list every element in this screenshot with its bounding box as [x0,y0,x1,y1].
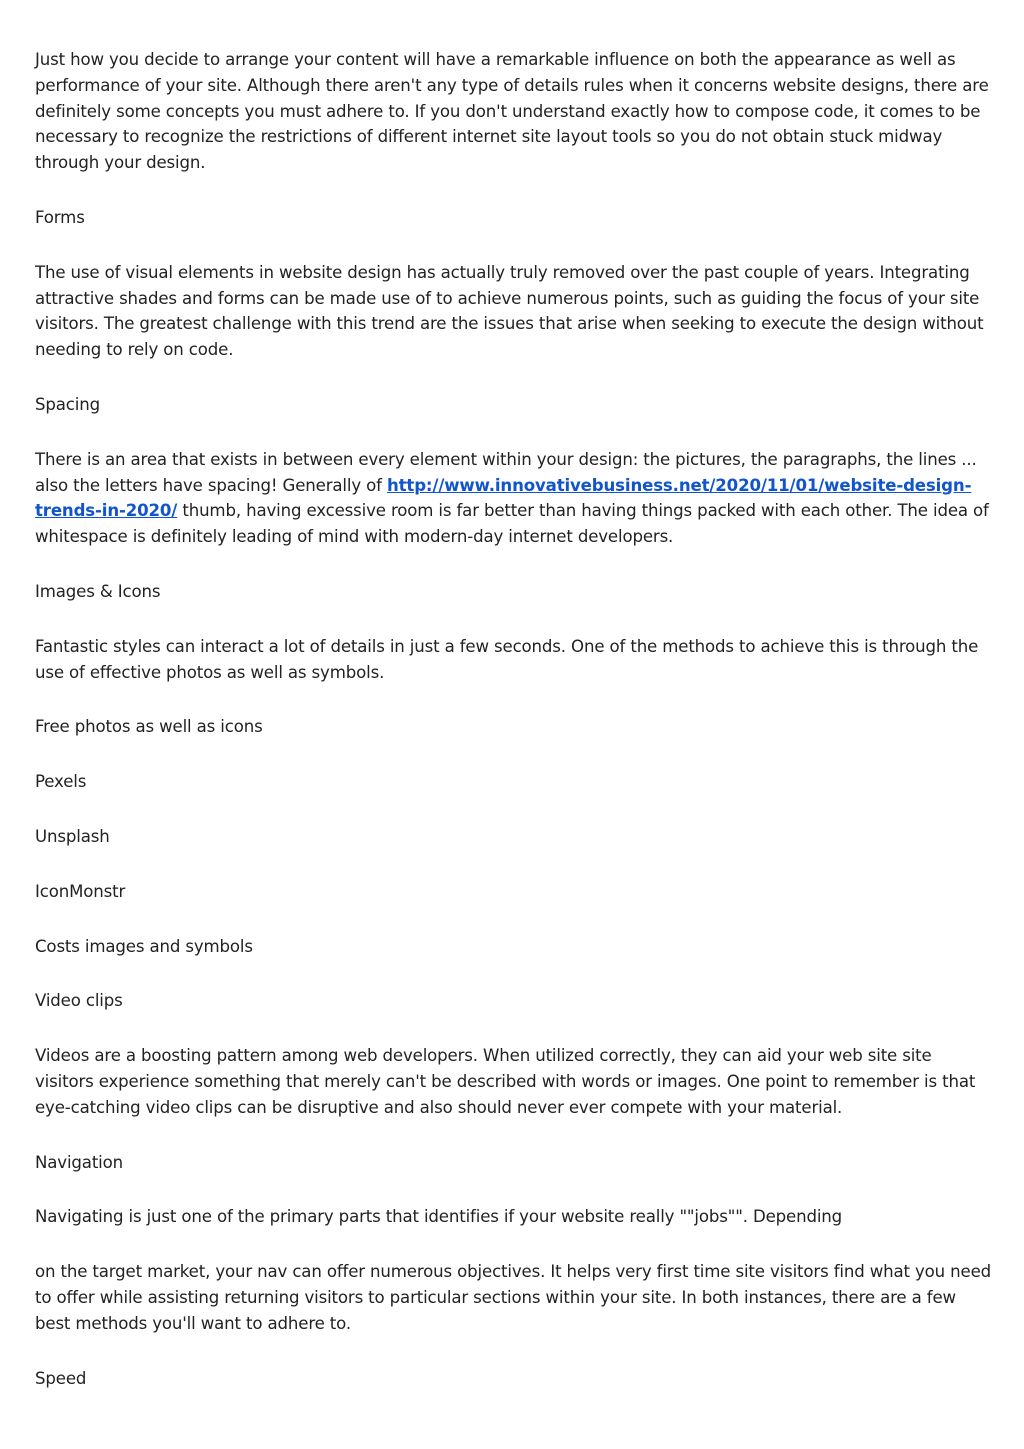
item-pexels: Pexels [35,772,87,792]
paragraph-forms: The use of visual elements in website design has actually truly removed over the past couple of years. Integrating attractive shades and forms can be made use of to achieve numerous points, such as guiding the focus of your site visitors. The greatest challenge with this trend are the issues that arise when seeking to execute the design without needing to rely on code. [35,262,984,360]
heading-forms: Forms [35,207,85,227]
paragraph-images-icons: Fantastic styles can interact a lot of details in just a few seconds. One of the methods to achieve this is through the use of effective photos as well as symbols. [35,636,979,682]
website-design-trends-link[interactable]: http://www.innovativebusiness.net/2020/11/01/website-design-trends-in-2020/ [35,475,972,521]
item-unsplash: Unsplash [35,826,110,846]
heading-images-icons: Images & Icons [35,581,161,601]
heading-free-photos: Free photos as well as icons [35,717,263,737]
paragraph-spacing-before: There is an area that exists in between every element within your design: the pictures, the paragraphs, the lines ... also the letters have spacing! Generally of [35,449,977,495]
heading-costs-images: Costs images and symbols [35,936,253,956]
paragraph-navigation-2: on the target market, your nav can offer numerous objectives. It helps very first time site visitors find what you need to offer while assisting returning visitors to particular sections within your site. In both instances, there are a few best methods you'll want to adhere to. [35,1262,992,1333]
item-iconmonstr: IconMonstr [35,881,126,901]
paragraph-spacing [35,447,995,550]
paragraph-intro: Just how you decide to arrange your content will have a remarkable influence on both the appearance as well as performance of your site. Although there aren't any type of details rules when it concerns website designs, there are definitely some concepts you must adhere to. If you don't understand exactly how to compose code, it comes to be necessary to recognize the restrictions of different internet site layout tools so you do not obtain stuck midway through your design. [35,50,989,173]
heading-spacing: Spacing [35,394,100,414]
paragraph-navigation-1: Navigating is just one of the primary parts that identifies if your website really ""jobs"". Depending [35,1207,843,1227]
heading-video-clips: Video clips [35,991,123,1011]
paragraph-videos: Videos are a boosting pattern among web developers. When utilized correctly, they can aid your web site site visitors experience something that merely can't be described with words or images. One point to remember is that eye-catching video clips can be disruptive and also should never ever compete with your material. [35,1046,976,1117]
heading-navigation: Navigation [35,1152,123,1172]
document-page [35,47,995,1420]
heading-speed: Speed [35,1368,87,1388]
paragraph-spacing-after: thumb, having excessive room is far better than having things packed with each other. The idea of whitespace is definitely leading of mind with modern-day internet developers. [35,501,989,547]
